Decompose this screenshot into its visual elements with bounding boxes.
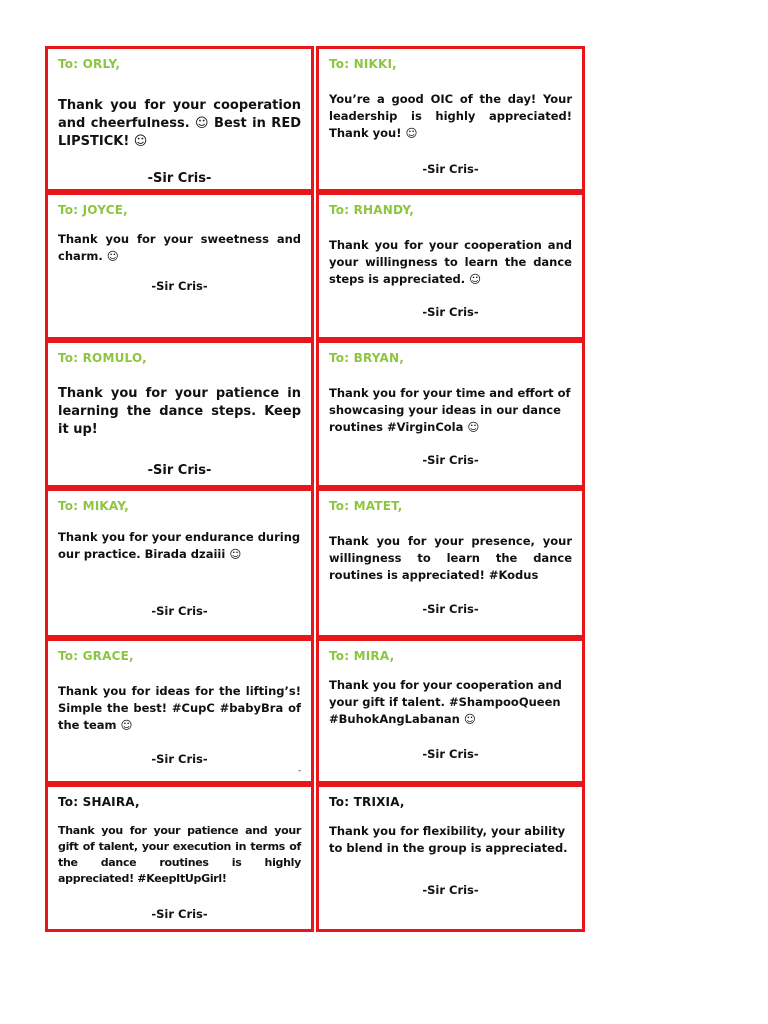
card-message: Thank you for your patience in learning the dance steps. Keep it up! (58, 386, 301, 437)
card-signature: -Sir Cris- (151, 907, 208, 921)
card-trixia (316, 784, 585, 932)
card-signature: -Sir Cris- (147, 463, 212, 478)
card-message: Thank you for flexibility, your ability to blend in the group is appreciated. (329, 824, 568, 855)
card-message: Thank you for your cooperation and your gift if talent. #ShampooQueen #BuhokAngLabanan ☺ (329, 678, 562, 726)
card-rhandy (316, 192, 585, 340)
card-message: Thank you for your presence, your willingness to learn the dance routines is appreciated! #Kodus (329, 534, 572, 582)
card-recipient: To: RHANDY, (329, 203, 414, 217)
stray-dash-mark: - (298, 766, 301, 775)
card-signature: -Sir Cris- (151, 604, 208, 618)
thank-you-cards-grid (45, 46, 585, 932)
card-recipient: To: MIRA, (329, 649, 395, 663)
card-recipient: To: TRIXIA, (329, 795, 405, 809)
card-signature: -Sir Cris- (151, 752, 208, 766)
card-romulo (45, 340, 314, 488)
card-signature: -Sir Cris- (422, 453, 479, 467)
card-mikay (45, 488, 314, 638)
card-recipient: To: BRYAN, (329, 351, 404, 365)
card-mira (316, 638, 585, 784)
card-message: Thank you for your cooperation and cheerfulness. ☺ Best in RED LIPSTICK! ☺ (58, 98, 301, 149)
card-signature: -Sir Cris- (422, 883, 479, 897)
card-shaira (45, 784, 314, 932)
card-signature: -Sir Cris- (147, 171, 212, 186)
card-recipient: To: GRACE, (58, 649, 134, 663)
card-message: Thank you for your endurance during our practice. Birada dzaiii ☺ (58, 530, 301, 561)
card-joyce (45, 192, 314, 340)
card-bryan (316, 340, 585, 488)
card-recipient: To: MATET, (329, 499, 403, 513)
card-message: Thank you for ideas for the lifting’s! Simple the best! #CupC #babyBra of the team ☺ (58, 684, 301, 732)
card-nikki (316, 46, 585, 192)
card-signature: -Sir Cris- (422, 305, 479, 319)
card-message: Thank you for your cooperation and your willingness to learn the dance steps is appreciated. ☺ (329, 238, 572, 286)
card-signature: -Sir Cris- (422, 162, 479, 176)
card-signature: -Sir Cris- (151, 279, 208, 293)
card-recipient: To: JOYCE, (58, 203, 128, 217)
card-orly (45, 46, 314, 192)
card-message: You’re a good OIC of the day! Your leadership is highly appreciated! Thank you! ☺ (329, 92, 572, 140)
card-recipient: To: MIKAY, (58, 499, 129, 513)
card-message: Thank you for your patience and your gift of talent, your execution in terms of the dance routines is highly appreciated! #KeepItUpGirl! (58, 824, 301, 885)
card-matet (316, 488, 585, 638)
card-message: Thank you for your sweetness and charm. ☺ (58, 232, 301, 263)
card-grace (45, 638, 314, 784)
card-recipient: To: ORLY, (58, 57, 121, 71)
card-recipient: To: ROMULO, (58, 351, 147, 365)
card-recipient: To: SHAIRA, (58, 795, 140, 809)
card-recipient: To: NIKKI, (329, 57, 397, 71)
card-signature: -Sir Cris- (422, 602, 479, 616)
card-message: Thank you for your time and effort of showcasing your ideas in our dance routines #VirginCola ☺ (329, 386, 571, 434)
card-signature: -Sir Cris- (422, 747, 479, 761)
